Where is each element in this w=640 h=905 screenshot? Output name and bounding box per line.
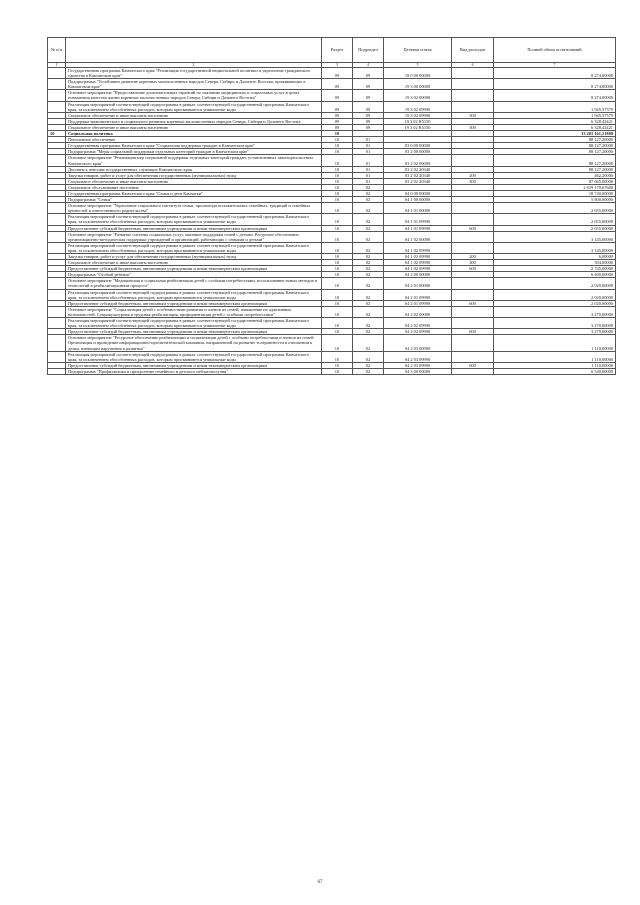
table-row [48,90,616,101]
row-amount: 3 270,00000 [494,306,616,317]
row-subsection: 02 [353,335,384,351]
row-expense [452,79,494,90]
table-row [48,79,616,90]
row-name: Реализация мероприятий соответствующей подпрограммы в рамках соответствующей государственной программы Камчатского края, за исключением обособленных расходов, которым присваиваются уникальные коды [66,351,322,362]
row-amount: 1 945,57579 [494,101,616,112]
row-subsection: 02 [353,266,384,272]
table-body [48,68,616,375]
row-subsection: 02 [353,306,384,317]
row-amount: 3 145,00000 [494,231,616,242]
row-expense: 600 [452,225,494,231]
row-target: 04 1 02 09990 [384,254,452,260]
row-section: 10 [322,166,353,172]
table-row [48,351,616,362]
column-number: 3 [322,63,353,68]
row-amount: 1 110,00000 [494,351,616,362]
row-name: Государственная программа Камчатского края "Реализация государственной национальной политики и укрепление гражданского единства в Камчатском крае" [66,68,322,79]
row-name: Пенсионное обеспечение [66,137,322,143]
row-number [48,242,66,253]
row-section: 10 [322,190,353,196]
row-target: 03 2 02 00000 [384,155,452,166]
row-target: 04 1 02 09990 [384,260,452,266]
row-amount: 88 127,20000 [494,137,616,143]
row-number [48,289,66,300]
row-amount: 88 127,20000 [494,143,616,149]
row-section: 09 [322,112,353,118]
row-section: 10 [322,300,353,306]
table-row [48,155,616,166]
row-subsection: 02 [353,184,384,190]
row-name: Реализация мероприятий соответствующей подпрограммы в рамках соответствующей государственной программы Камчатского края, за исключением обособленных расходов, которым присваиваются уникальные коды [66,101,322,112]
row-target: 19 3 02 R5150 [384,118,452,124]
row-number [48,318,66,329]
row-subsection: 02 [353,329,384,335]
row-amount: 1 945,57579 [494,112,616,118]
row-target: 03 2 00 00000 [384,149,452,155]
row-subsection: 01 [353,172,384,178]
row-name: Основное мероприятие "Ресурсное обеспечение реабилитации и социализации детей с особыми потребностями и членов их семей. Организация и проведение информационно-просветительской кампании, направленной на развитие толерантности в отношении к детям, имеющим нарушения в развитии" [66,335,322,351]
row-amount: 3 145,00000 [494,242,616,253]
row-amount: 88 127,20000 [494,166,616,172]
row-expense [452,68,494,79]
row-section: 10 [322,254,353,260]
table-row [48,318,616,329]
row-subsection: 09 [353,90,384,101]
row-name: Социальное обслуживание населения [66,184,322,190]
row-section: 10 [322,306,353,317]
row-name: Основное мероприятие "Предоставление дополнительных гарантий по оказанию медицинских и социальных услуг в целях повышения качества жизни коренных малочисленных народов Севера, Сибири и Дальнего Востока" [66,90,322,101]
row-name: Основное мероприятие "Социализация детей с особенностями развития и членов их семей, повышение их адаптивных возможностей. Социокультурная и трудовая реабилитация, профориентация детей с особыми потребностями" [66,306,322,317]
row-section: 09 [322,124,353,130]
row-target: 04 1 02 09990 [384,242,452,253]
row-expense [452,155,494,166]
row-section: 10 [322,231,353,242]
row-expense [452,90,494,101]
row-amount: 1 110,00000 [494,362,616,368]
row-target: 04 1 02 00000 [384,231,452,242]
row-name: Социальное обеспечение и иные выплаты населению [66,112,322,118]
row-name: Подпрограмма "Меры социальной поддержки отдельных категорий граждан в Камчатском крае" [66,149,322,155]
row-section: 10 [322,362,353,368]
row-target: 19 0 00 00000 [384,68,452,79]
row-amount: 2 655,00000 [494,225,616,231]
row-subsection: 02 [353,260,384,266]
row-name: Доплаты к пенсиям государственных служащих Камчатского края [66,166,322,172]
row-subsection: 02 [353,231,384,242]
row-target: 04 1 01 09990 [384,225,452,231]
row-expense: 600 [452,266,494,272]
row-section: 10 [322,131,353,137]
row-name: Закупка товаров, работ и услуг для обеспечения государственных (муниципальных) нужд [66,254,322,260]
column-number: 1 [48,63,66,68]
row-subsection: 09 [353,79,384,90]
row-section: 09 [322,68,353,79]
row-amount: 1 110,00000 [494,335,616,351]
row-section: 10 [322,335,353,351]
row-subsection: 09 [353,101,384,112]
row-expense [452,214,494,225]
row-amount: 2 655,00000 [494,203,616,214]
row-subsection: 02 [353,254,384,260]
row-section: 10 [322,197,353,203]
row-target: 03 2 02 20340 [384,178,452,184]
table-row [48,306,616,317]
row-section: 10 [322,329,353,335]
row-amount: 6 328,42421 [494,118,616,124]
row-name: Основное мероприятие "Развитие системы социальных услуг, оказание поддержки семей с детьми. Ресурсное обеспечение, организационно-методическая поддержка учреждений и организаций, работающих с семьями и детьми" [66,231,322,242]
row-section: 10 [322,318,353,329]
column-number: 7 [494,63,616,68]
row-amount: 6,00000 [494,254,616,260]
row-amount: 2 019 170,67600 [494,184,616,190]
row-expense: 300 [452,260,494,266]
row-section: 10 [322,184,353,190]
row-name: Основное мероприятие "Укрепление социального института семьи, пропаганда положительных семейных, традиций и семейных ценностей и ответственного родительства" [66,203,322,214]
row-target: 04 1 00 00000 [384,197,452,203]
row-section: 10 [322,155,353,166]
row-section: 09 [322,118,353,124]
row-name: Реализация мероприятий соответствующей подпрограммы в рамках соответствующей государственной программы Камчатского края, за исключением обособленных расходов, которым присваиваются уникальные коды [66,289,322,300]
row-section: 10 [322,137,353,143]
row-target: 19 3 02 09990 [384,101,452,112]
row-target: 04 0 00 00000 [384,190,452,196]
row-subsection: 02 [353,368,384,374]
row-subsection: 02 [353,203,384,214]
row-expense [452,278,494,289]
row-name: Предоставление субсидий бюджетным, автономным учреждениям и иным некоммерческим организациям [66,362,322,368]
table-row [48,231,616,242]
row-section: 10 [322,368,353,374]
header-name [66,38,322,63]
table-row [48,214,616,225]
row-section: 10 [322,242,353,253]
row-subsection: 02 [353,190,384,196]
row-section: 10 [322,149,353,155]
row-section: 10 [322,289,353,300]
row-target: 04 2 03 09990 [384,351,452,362]
row-expense: 200 [452,172,494,178]
row-target: 04 2 01 00000 [384,278,452,289]
row-amount: 462,20000 [494,172,616,178]
row-amount: 87 665,00000 [494,178,616,184]
row-section: 09 [322,90,353,101]
row-target: 04 2 02 09990 [384,329,452,335]
row-name: Государственная программа Камчатского края "Семья и дети Камчатки" [66,190,322,196]
row-expense [452,242,494,253]
table-row [48,203,616,214]
row-number [48,155,66,166]
row-target: 04 2 00 00000 [384,272,452,278]
column-number: 4 [353,63,384,68]
row-amount: 88 127,20000 [494,149,616,155]
row-expense: 300 [452,178,494,184]
row-number [48,368,66,374]
row-expense: 600 [452,300,494,306]
row-number [48,203,66,214]
row-amount: 13 201 161,21800 [494,131,616,137]
row-expense: 300 [452,112,494,118]
table-row [48,335,616,351]
row-name: Реализация мероприятий соответствующей подпрограммы в рамках соответствующей государственной программы Камчатского края, за исключением обособленных расходов, которым присваиваются уникальные коды [66,318,322,329]
budget-table [47,37,616,375]
row-number [48,351,66,362]
row-target: 04 1 01 00000 [384,203,452,214]
row-name: Предоставление субсидий бюджетным, автономным учреждениям и иным некоммерческим организациям [66,300,322,306]
row-amount: 8 274,00000 [494,90,616,101]
row-target: 03 2 02 20340 [384,166,452,172]
row-name: Социальное обеспечение и иные выплаты населению [66,178,322,184]
row-name: Подпрограмма "Устойчивое развитие коренных малочисленных народов Севера, Сибири и Дальнего Востока, проживающих в Камчатском крае" [66,79,322,90]
row-name: Подпрограмма "Особый ребенок" [66,272,322,278]
row-subsection: 02 [353,300,384,306]
row-section: 09 [322,79,353,90]
row-target: 04 2 01 09990 [384,289,452,300]
row-expense [452,368,494,374]
row-subsection: 09 [353,68,384,79]
row-expense [452,306,494,317]
row-target: 19 3 02 09990 [384,112,452,118]
row-number [48,231,66,242]
row-subsection: 02 [353,225,384,231]
row-expense [452,101,494,112]
row-subsection: 09 [353,124,384,130]
row-subsection: 02 [353,272,384,278]
row-name: Предоставление субсидий бюджетным, автономным учреждениям и иным некоммерческим организациям [66,266,322,272]
row-target: 03 2 02 20340 [384,172,452,178]
row-amount: 2 655,00000 [494,214,616,225]
row-target: 19 3 02 00000 [384,90,452,101]
row-section: 10 [322,351,353,362]
row-target: 19 3 02 R5150 [384,124,452,130]
row-number [48,278,66,289]
row-target: 04 2 03 00000 [384,335,452,351]
row-section: 10 [322,260,353,266]
row-name: Предоставление субсидий бюджетным, автономным учреждениям и иным некоммерческим организациям [66,329,322,335]
row-subsection: 09 [353,112,384,118]
page-number: 67 [317,880,323,885]
row-number [48,79,66,90]
row-expense [452,335,494,351]
row-amount: 88 127,20000 [494,155,616,166]
row-subsection: 02 [353,351,384,362]
row-subsection: 02 [353,278,384,289]
row-amount: 6 400,00000 [494,272,616,278]
table-row [48,368,616,374]
row-name: Реализация мероприятий соответствующей подпрограммы в рамках соответствующей государственной программы Камчатского края, за исключением обособленных расходов, которым присваиваются уникальные коды [66,214,322,225]
row-number [48,306,66,317]
row-section: 10 [322,172,353,178]
row-target: 04 2 02 00000 [384,306,452,317]
row-target: 04 1 02 09990 [384,266,452,272]
row-amount: 8 274,00000 [494,79,616,90]
row-name: Закупка товаров, работ и услуг для обеспечения государственных (муниципальных) нужд [66,172,322,178]
row-name: Основное мероприятие "Реализация мер социальной поддержки отдельных категорий граждан, установленных законодательством Камчатского края" [66,155,322,166]
row-section: 10 [322,214,353,225]
row-expense [452,231,494,242]
row-amount: 6 540,00000 [494,368,616,374]
row-name: Социальная политика [66,131,322,137]
row-amount: 2 745,00000 [494,266,616,272]
header-row [48,38,616,63]
row-expense [452,351,494,362]
row-number [48,90,66,101]
row-target: 04 1 01 09990 [384,214,452,225]
row-subsection: 02 [353,318,384,329]
row-expense [452,203,494,214]
row-section: 10 [322,143,353,149]
row-name: Социальное обеспечение и иные выплаты населению [66,260,322,266]
row-amount: 5 800,00000 [494,197,616,203]
row-name: Социальное обеспечение и иные выплаты населению [66,124,322,130]
row-number [48,214,66,225]
row-section: 10 [322,278,353,289]
row-subsection: 02 [353,197,384,203]
row-subsection: 01 [353,166,384,172]
row-section: 10 [322,225,353,231]
row-amount: 2 020,00000 [494,278,616,289]
row-target: 03 0 00 00000 [384,143,452,149]
row-name: Подпрограмма "Профилактика и преодоление семейного и детского неблагополучия" [66,368,322,374]
row-amount: 394,00000 [494,260,616,266]
row-subsection: 02 [353,362,384,368]
row-target: 04 2 01 09990 [384,300,452,306]
header-num: № п/п [48,38,66,63]
header-section: Раздел [322,38,353,63]
row-amount: 2 020,00000 [494,289,616,300]
row-name: Реализация мероприятий соответствующей подпрограммы в рамках соответствующей государственной программы Камчатского края, за исключением обособленных расходов, которым присваиваются уникальные коды [66,242,322,253]
row-section: 09 [322,101,353,112]
row-subsection: 02 [353,214,384,225]
row-expense [452,318,494,329]
row-amount: 3 270,00000 [494,318,616,329]
row-subsection: 01 [353,149,384,155]
column-number: 2 [66,63,322,68]
row-name: Основное мероприятие "Медицинская и социальная реабилитация детей с особыми потребностями, использование новых методов и технологий в реабилитационном процессе" [66,278,322,289]
row-name: Подпрограмма "Семья" [66,197,322,203]
row-subsection: 09 [353,118,384,124]
row-name: Государственная программа Камчатского края "Социальная поддержка граждан в Камчатском крае" [66,143,322,149]
header-amount: Полный объем ассигнований [494,38,616,63]
header-expense: Вид расходов [452,38,494,63]
row-number: 10 [48,131,66,137]
row-name: Предоставление субсидий бюджетным, автономным учреждениям и иным некоммерческим организациям [66,225,322,231]
row-number [48,335,66,351]
table-row [48,289,616,300]
row-section: 10 [322,203,353,214]
row-target: 04 2 02 09990 [384,318,452,329]
table-row [48,101,616,112]
row-target: 04 2 03 09990 [384,362,452,368]
row-amount: 2 020,00000 [494,300,616,306]
row-amount: 6 328,42421 [494,124,616,130]
row-subsection: 01 [353,137,384,143]
row-amount: 18 740,00000 [494,190,616,196]
row-subsection: 01 [353,143,384,149]
row-expense [452,289,494,300]
table-row [48,278,616,289]
row-target: 19 3 00 00000 [384,79,452,90]
table-row [48,242,616,253]
row-amount: 8 274,00000 [494,68,616,79]
header-subsection: Подраздел [353,38,384,63]
row-subsection: 01 [353,155,384,166]
row-section: 10 [322,178,353,184]
row-section: 10 [322,266,353,272]
column-number: 5 [384,63,452,68]
row-number [48,68,66,79]
row-amount: 3 270,00000 [494,329,616,335]
row-expense: 200 [452,254,494,260]
row-section: 10 [322,272,353,278]
row-number [48,101,66,112]
row-expense: 300 [452,124,494,130]
row-subsection: 02 [353,242,384,253]
row-expense: 600 [452,362,494,368]
table-row [48,68,616,79]
row-subsection: 02 [353,289,384,300]
row-expense: 600 [452,329,494,335]
row-subsection: 01 [353,178,384,184]
row-name: Поддержка экономического и социального развития коренных малочисленных народов Севера, Сибири и Дальнего Востока [66,118,322,124]
row-target: 04 3 00 00000 [384,368,452,374]
column-number: 6 [452,63,494,68]
header-target: Целевая статья [384,38,452,63]
